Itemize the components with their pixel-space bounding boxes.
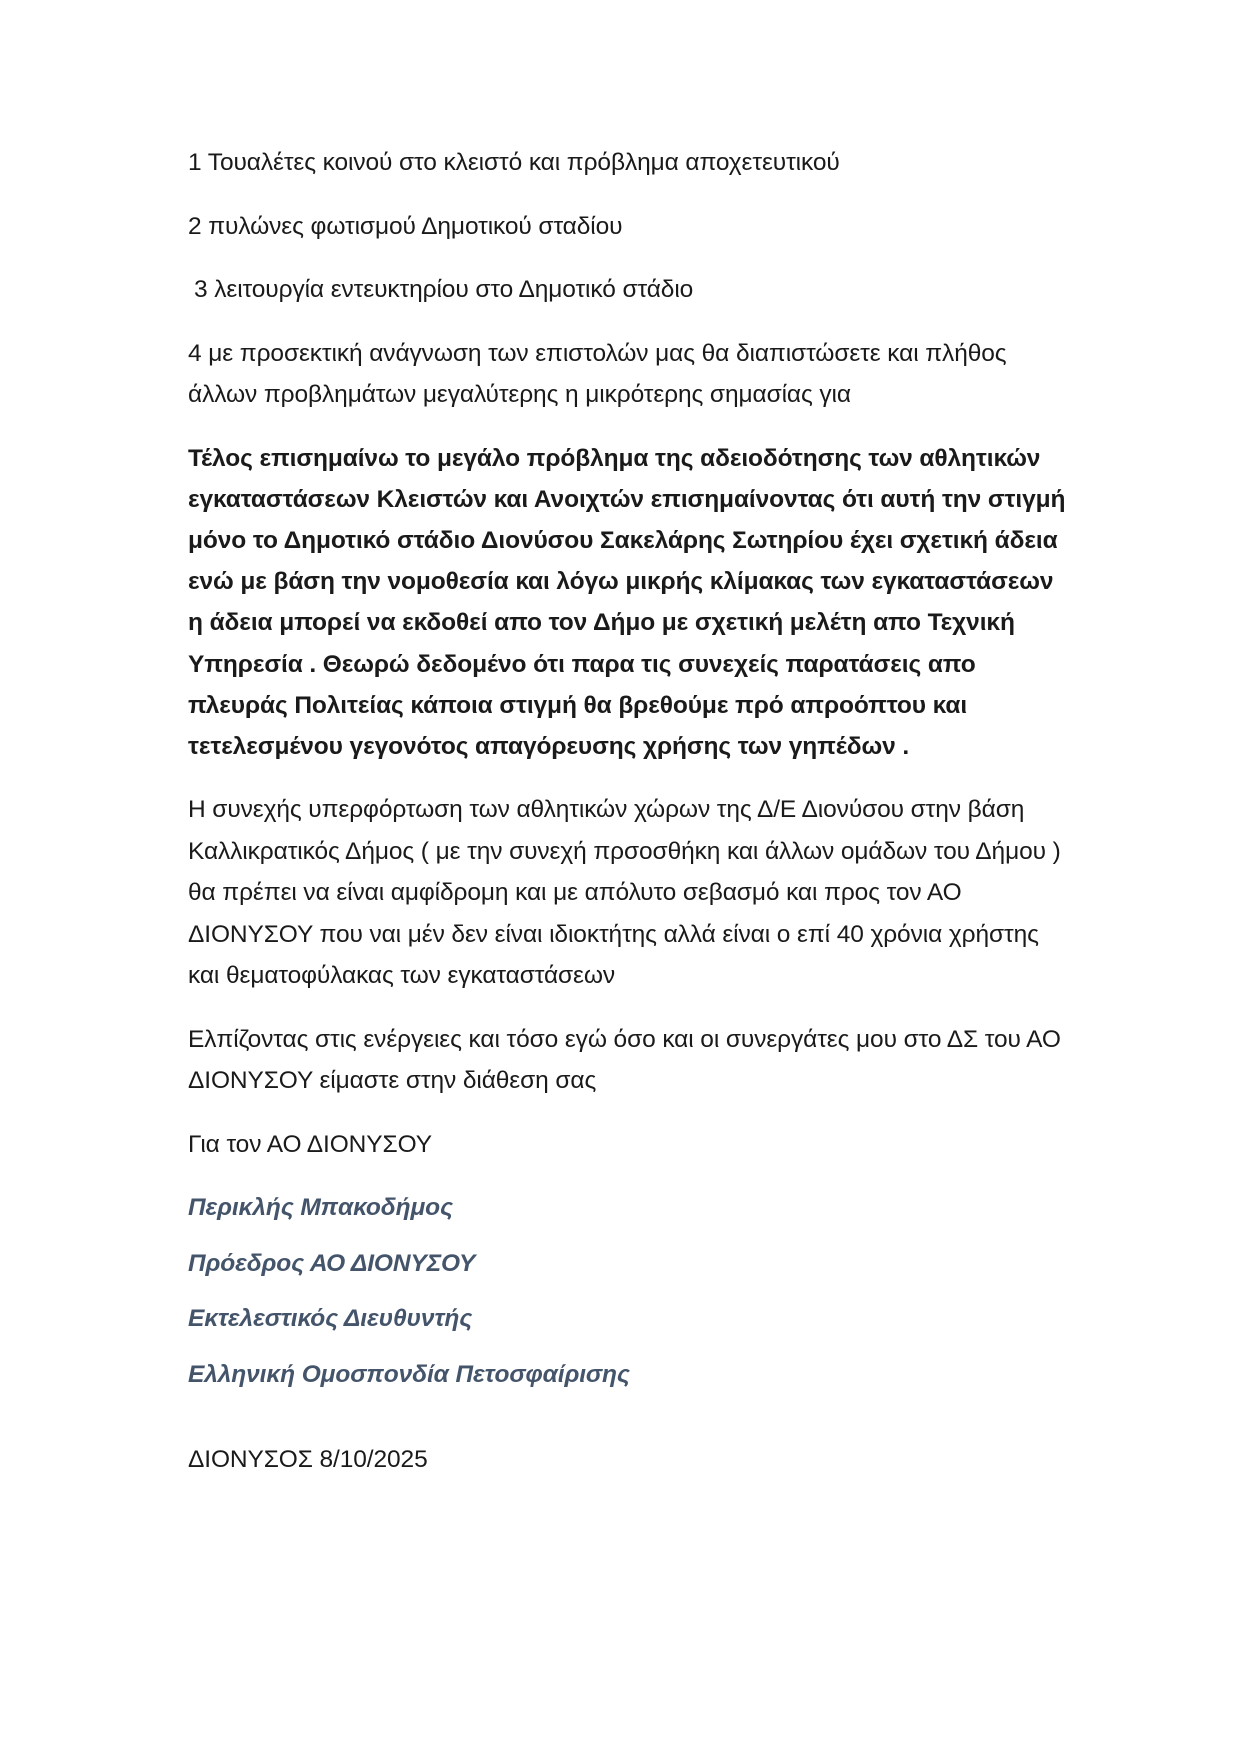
signatory-title-president: Πρόεδρος ΑΟ ΔΙΟΝΥΣΟΥ <box>188 1249 476 1277</box>
list-item-1: 1 Τουαλέτες κοινού στο κλειστό και πρόβλημα αποχετευτικού <box>188 149 840 176</box>
closing-line: Για τον ΑΟ ΔΙΟΝΥΣΟΥ <box>188 1130 432 1158</box>
list-item-4: 4 με προσεκτική ανάγνωση των επιστολών μας θα διαπιστώσετε και πλήθος άλλων προβλημάτων μεγαλύτερης η μικρότερης σημασίας για <box>188 339 1007 408</box>
list-item-3: 3 λειτουργία εντευκτηρίου στο Δημοτικό στάδιο <box>194 276 694 303</box>
date-line: ΔΙΟΝΥΣΟΣ 8/10/2025 <box>188 1446 428 1474</box>
overload-paragraph: Η συνεχής υπερφόρτωση των αθλητικών χώρων της Δ/Ε Διονύσου στην βάση Καλλικρατικός Δήμος ( με την συνεχή πρσοσθήκη και άλλων ομάδων του Δήμου ) θα πρέπει να είναι αμφίδρομη και με απόλυτο σεβασμό και προς τον ΑΟ ΔΙΟΝΥΣΟΥ που ναι μέν δεν είναι ιδιοκτήτης αλλά είναι ο επί 40 χρόνια χρήστης και θεματοφύλακας των εγκαταστάσεων <box>188 796 1061 990</box>
letter-body <box>188 142 1068 1481</box>
licensing-paragraph: Τέλος επισημαίνω το μεγάλο πρόβλημα της αδειοδότησης των αθλητικών εγκαταστάσεων Κλειστών και Ανοιχτών επισημαίνοντας ότι αυτή την στιγμή μόνο το Δημοτικό στάδιο Διονύσου Σακελάρης Σωτηρίου έχει σχετική άδεια ενώ με βάση την νομοθεσία και λόγω μικρής κλίμακας των εγκαταστάσεων η άδεια μπορεί να εκδοθεί απο τον Δήμο με σχετική μελέτη απο Τεχνική Υπηρεσία . Θεωρώ δεδομένο ότι παρα τις συνεχείς παρατάσεις απο πλευράς Πολιτείας κάποια στιγμή θα βρεθούμε πρό απροόπτου και τετελεσμένου γεγονότος απαγόρευσης χρήσης των γηπέδων . <box>188 444 1066 760</box>
signatory-title-federation: Ελληνική Ομοσπονδία Πετοσφαίρισης <box>188 1360 630 1388</box>
list-item-2: 2 πυλώνες φωτισμού Δημοτικού σταδίου <box>188 212 623 240</box>
signatory-title-director: Εκτελεστικός Διευθυντής <box>188 1305 473 1333</box>
signatory-name: Περικλής Μπακοδήμος <box>188 1194 453 1222</box>
hoping-paragraph: Ελπίζοντας στις ενέργειες και τόσο εγώ όσο και οι συνεργάτες μου στο ΔΣ του ΑΟ ΔΙΟΝΥΣΟΥ είμαστε στην διάθεση σας <box>188 1025 1061 1095</box>
